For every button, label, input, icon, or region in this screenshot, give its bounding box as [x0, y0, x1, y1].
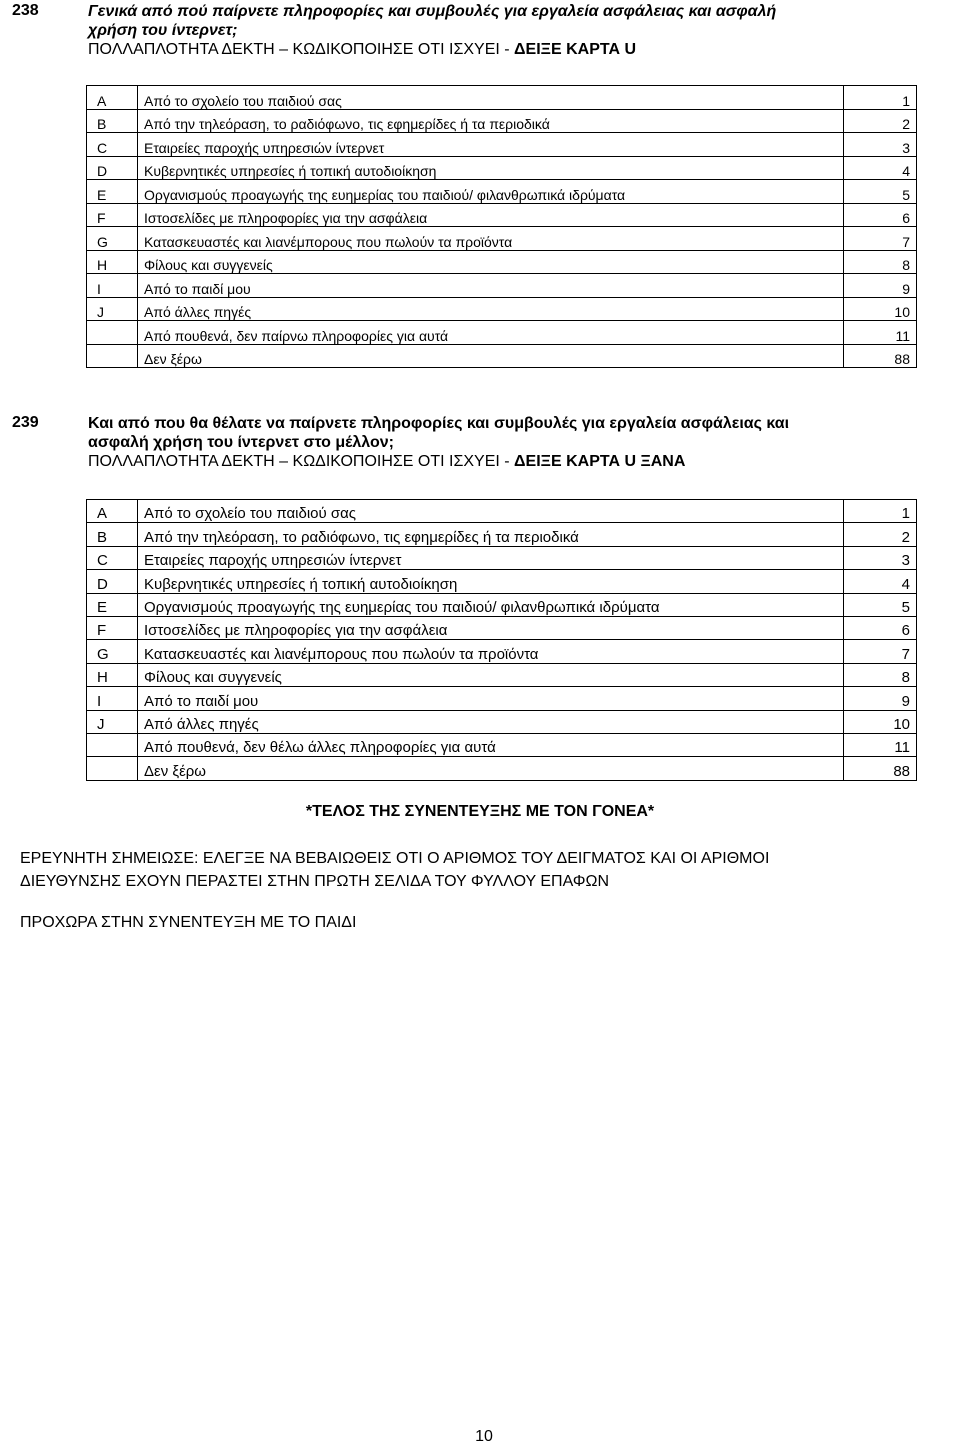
option-label: Δεν ξέρω: [138, 757, 844, 780]
option-row: [87, 180, 917, 204]
option-label: Φίλους και συγγενείς: [138, 663, 844, 686]
researcher-note: [20, 847, 920, 893]
option-value: 11: [844, 733, 917, 756]
option-code: G: [87, 227, 138, 251]
option-row: [87, 640, 917, 663]
option-code: H: [87, 250, 138, 274]
option-value: 6: [844, 203, 917, 227]
option-code: D: [87, 156, 138, 180]
question-line: ασφαλή χρήση του ίντερνετ στο μέλλον;: [88, 434, 394, 451]
option-value: 10: [844, 710, 917, 733]
option-value: 2: [844, 523, 917, 546]
option-label: Κατασκευαστές και λιανέμπορους που πωλούν τα προϊόντα: [138, 640, 844, 663]
option-label: Ιστοσελίδες με πληροφορίες για την ασφάλεια: [138, 203, 844, 227]
option-row: [87, 86, 917, 110]
page-number: 10: [475, 1428, 493, 1445]
option-value: 3: [844, 546, 917, 569]
option-label: Από την τηλεόραση, το ραδιόφωνο, τις εφημερίδες ή τα περιοδικά: [138, 109, 844, 133]
option-value: 8: [844, 663, 917, 686]
option-label: Από άλλες πηγές: [138, 710, 844, 733]
option-row: [87, 274, 917, 298]
option-label: Από το σχολείο του παιδιού σας: [138, 86, 844, 110]
option-value: 11: [844, 321, 917, 345]
options-table: [86, 499, 917, 781]
option-label: Εταιρείες παροχής υπηρεσιών ίντερνετ: [138, 133, 844, 157]
option-row: [87, 546, 917, 569]
option-value: 5: [844, 180, 917, 204]
researcher-note-line: ΕΡΕΥΝΗΤΗ ΣΗΜΕΙΩΣΕ: ΕΛΕΓΞΕ ΝΑ ΒΕΒΑΙΩΘΕΙΣ ΟΤΙ Ο ΑΡΙΘΜΟΣ ΤΟΥ ΔΕΙΓΜΑΤΟΣ ΚΑΙ ΟΙ ΑΡΙΘΜΟΙ: [20, 850, 770, 867]
option-label: Από άλλες πηγές: [138, 297, 844, 321]
option-label: Φίλους και συγγενείς: [138, 250, 844, 274]
option-row: [87, 109, 917, 133]
option-value: 4: [844, 570, 917, 593]
option-label: Κυβερνητικές υπηρεσίες ή τοπική αυτοδιοίκηση: [138, 570, 844, 593]
option-row: [87, 203, 917, 227]
instruction-text: ΠΟΛΛΑΠΛΟΤΗΤΑ ΔΕΚΤΗ – ΚΩΔΙΚΟΠΟΙΗΣΕ ΟΤΙ ΙΣΧΥΕΙ -: [88, 41, 515, 58]
instruction: [88, 40, 928, 59]
option-label: Οργανισμούς προαγωγής της ευημερίας του παιδιού/ φιλανθρωπικά ιδρύματα: [138, 593, 844, 616]
option-value: 2: [844, 109, 917, 133]
question-number: 238: [12, 2, 39, 19]
option-label: Από πουθενά, δεν θέλω άλλες πληροφορίες για αυτά: [138, 733, 844, 756]
option-value: 5: [844, 593, 917, 616]
question-line: Και από που θα θέλατε να παίρνετε πληροφορίες και συμβουλές για εργαλεία ασφάλειας και: [88, 415, 790, 432]
option-row: [87, 616, 917, 639]
option-code: A: [87, 500, 138, 523]
option-row: [87, 133, 917, 157]
question-line: Γενικά από πού παίρνετε πληροφορίες και συμβουλές για εργαλεία ασφάλειας και ασφαλή: [88, 3, 777, 20]
option-value: 88: [844, 344, 917, 368]
option-row: [87, 344, 917, 368]
option-row: [87, 227, 917, 251]
option-code: B: [87, 109, 138, 133]
question-text: [88, 2, 928, 59]
option-label: Από το παιδί μου: [138, 687, 844, 710]
option-label: Ιστοσελίδες με πληροφορίες για την ασφάλεια: [138, 616, 844, 639]
question-line: χρήση του ίντερνετ;: [88, 22, 238, 39]
option-row: [87, 321, 917, 345]
option-row: [87, 297, 917, 321]
option-code: C: [87, 546, 138, 569]
instruction-text: ΠΟΛΛΑΠΛΟΤΗΤΑ ΔΕΚΤΗ – ΚΩΔΙΚΟΠΟΙΗΣΕ ΟΤΙ ΙΣΧΥΕΙ -: [88, 453, 515, 470]
instruction-card: ΔΕΙΞΕ ΚΑΡΤΑ U: [514, 41, 636, 58]
option-code: H: [87, 663, 138, 686]
option-label: Από το σχολείο του παιδιού σας: [138, 500, 844, 523]
option-value: 7: [844, 640, 917, 663]
option-row: [87, 156, 917, 180]
option-code: I: [87, 274, 138, 298]
option-code: G: [87, 640, 138, 663]
option-code: J: [87, 297, 138, 321]
option-code: B: [87, 523, 138, 546]
option-row: [87, 733, 917, 756]
option-code: [87, 757, 138, 780]
option-code: I: [87, 687, 138, 710]
option-row: [87, 663, 917, 686]
option-label: Από το παιδί μου: [138, 274, 844, 298]
option-code: D: [87, 570, 138, 593]
option-code: [87, 344, 138, 368]
option-code: C: [87, 133, 138, 157]
option-value: 1: [844, 86, 917, 110]
proceed-note: ΠΡΟΧΩΡΑ ΣΤΗΝ ΣΥΝΕΝΤΕΥΞΗ ΜΕ ΤΟ ΠΑΙΔΙ: [20, 914, 357, 931]
instruction: [88, 452, 928, 471]
option-row: [87, 710, 917, 733]
option-row: [87, 500, 917, 523]
option-row: [87, 593, 917, 616]
question-number: 239: [12, 414, 39, 431]
option-code: F: [87, 203, 138, 227]
option-label: Από την τηλεόραση, το ραδιόφωνο, τις εφημερίδες ή τα περιοδικά: [138, 523, 844, 546]
option-code: E: [87, 180, 138, 204]
option-value: 3: [844, 133, 917, 157]
option-label: Εταιρείες παροχής υπηρεσιών ίντερνετ: [138, 546, 844, 569]
question-text: [88, 414, 928, 471]
option-row: [87, 687, 917, 710]
option-row: [87, 523, 917, 546]
option-value: 4: [844, 156, 917, 180]
option-code: E: [87, 593, 138, 616]
option-value: 6: [844, 616, 917, 639]
option-row: [87, 250, 917, 274]
option-row: [87, 570, 917, 593]
option-code: [87, 733, 138, 756]
options-table: [86, 85, 917, 368]
end-of-interview-title: *ΤΕΛΟΣ ΤΗΣ ΣΥΝΕΝΤΕΥΞΗΣ ΜΕ ΤΟΝ ΓΟΝΕΑ*: [305, 803, 655, 820]
option-label: Από πουθενά, δεν παίρνω πληροφορίες για αυτά: [138, 321, 844, 345]
option-label: Οργανισμούς προαγωγής της ευημερίας του παιδιού/ φιλανθρωπικά ιδρύματα: [138, 180, 844, 204]
option-code: [87, 321, 138, 345]
option-value: 8: [844, 250, 917, 274]
option-value: 9: [844, 687, 917, 710]
option-code: J: [87, 710, 138, 733]
instruction-card: ΔΕΙΞΕ ΚΑΡΤΑ U ΞΑΝΑ: [514, 453, 686, 470]
option-label: Κατασκευαστές και λιανέμπορους που πωλούν τα προϊόντα: [138, 227, 844, 251]
option-value: 10: [844, 297, 917, 321]
option-code: F: [87, 616, 138, 639]
option-code: A: [87, 86, 138, 110]
researcher-note-line: ΔΙΕΥΘΥΝΣΗΣ ΕΧΟΥΝ ΠΕΡΑΣΤΕΙ ΣΤΗΝ ΠΡΩΤΗ ΣΕΛΙΔΑ ΤΟΥ ΦΥΛΛΟΥ ΕΠΑΦΩΝ: [20, 873, 610, 890]
option-row: [87, 757, 917, 780]
option-value: 1: [844, 500, 917, 523]
option-value: 7: [844, 227, 917, 251]
option-label: Δεν ξέρω: [138, 344, 844, 368]
option-label: Κυβερνητικές υπηρεσίες ή τοπική αυτοδιοίκηση: [138, 156, 844, 180]
option-value: 88: [844, 757, 917, 780]
option-value: 9: [844, 274, 917, 298]
